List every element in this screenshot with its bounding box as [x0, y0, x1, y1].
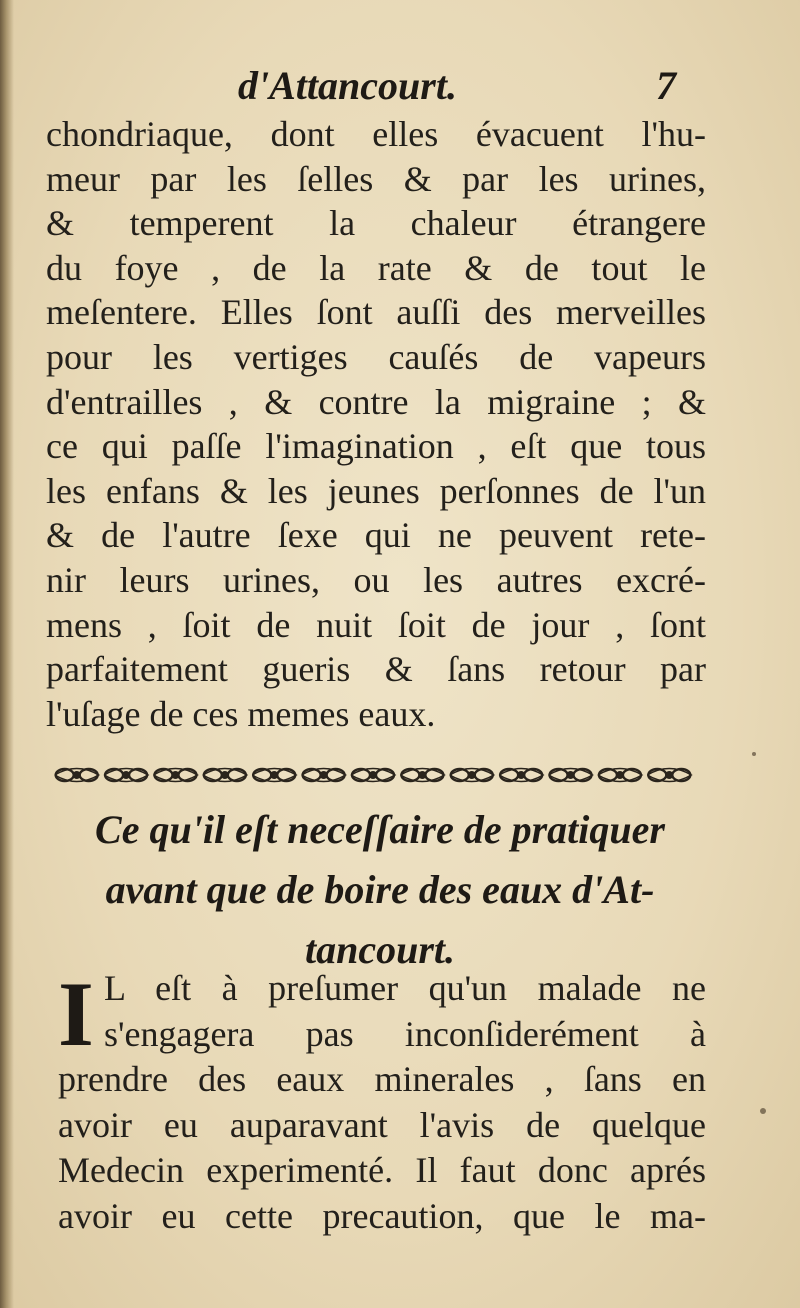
- fleuron-dot: [666, 772, 673, 779]
- text-line: les enfans & les jeunes perſonnes de l'un: [46, 470, 706, 511]
- text-line: L eſt à preſumer qu'un malade ne: [104, 968, 706, 1008]
- text-line: & temperent la chaleur étrangere: [46, 203, 706, 244]
- text-line: pour les vertiges cauſés de vapeurs: [46, 336, 706, 377]
- text-line: meſentere. Elles ſont auſſi des merveilles: [46, 292, 706, 333]
- text-line: du foye , de la rate & de tout le: [46, 247, 706, 288]
- fleuron-dot: [320, 772, 327, 779]
- fleuron-dot: [73, 772, 80, 779]
- heading-line: avant que de boire des eaux d'At-: [105, 867, 655, 912]
- page-gutter: [0, 0, 14, 1308]
- fleuron-dot: [172, 772, 179, 779]
- text-line: avoir eu auparavant l'avis de quelque: [58, 1104, 706, 1145]
- text-line: meur par les ſelles & par les urines,: [46, 158, 706, 199]
- fleuron-dot: [419, 772, 426, 779]
- ink-speck: [760, 1108, 766, 1114]
- fleuron-dot: [221, 772, 228, 779]
- text-line: ce qui paſſe l'imagination , eſt que tous: [46, 426, 706, 467]
- text-line: & de l'autre ſexe qui ne peuvent rete-: [46, 515, 706, 556]
- fleuron-dot: [518, 772, 525, 779]
- drop-cap: I: [58, 963, 94, 1065]
- text-line: prendre des eaux minerales , ſans en: [58, 1059, 706, 1099]
- paragraph-2: [58, 963, 706, 1239]
- page-number: 7: [656, 63, 676, 108]
- fleuron-dot: [123, 772, 130, 779]
- ink-speck: [752, 752, 756, 756]
- fleuron-dot: [271, 772, 278, 779]
- text-line: chondriaque, dont elles évacuent l'hu-: [46, 114, 706, 154]
- heading-line: tancourt.: [304, 927, 456, 972]
- paragraph-1: [46, 112, 706, 736]
- fleuron-dot: [468, 772, 475, 779]
- text-line: nir leurs urines, ou les autres excré-: [46, 559, 706, 600]
- text-line: s'engagera pas inconſiderément à: [104, 1013, 706, 1054]
- text-line: Medecin experimenté. Il faut donc aprés: [58, 1150, 706, 1190]
- heading-line: Ce qu'il eſt neceſſaire de pratiquer: [95, 807, 665, 852]
- text-line: mens , ſoit de nuit ſoit de jour , ſont: [46, 604, 706, 645]
- text-line: d'entrailles , & contre la migraine ; &: [46, 381, 706, 422]
- fleuron-dot: [567, 772, 574, 779]
- ornamental-divider: [52, 762, 694, 788]
- fleuron-dot: [370, 772, 377, 779]
- page-header: [0, 62, 800, 112]
- section-heading: [40, 800, 720, 980]
- text-line: l'uſage de ces memes eaux.: [46, 693, 436, 734]
- text-line: parfaitement gueris & ſans retour par: [46, 649, 706, 690]
- running-head: d'Attancourt.: [238, 63, 457, 108]
- text-line: avoir eu cette precaution, que le ma-: [58, 1195, 706, 1236]
- fleuron-dot: [616, 772, 623, 779]
